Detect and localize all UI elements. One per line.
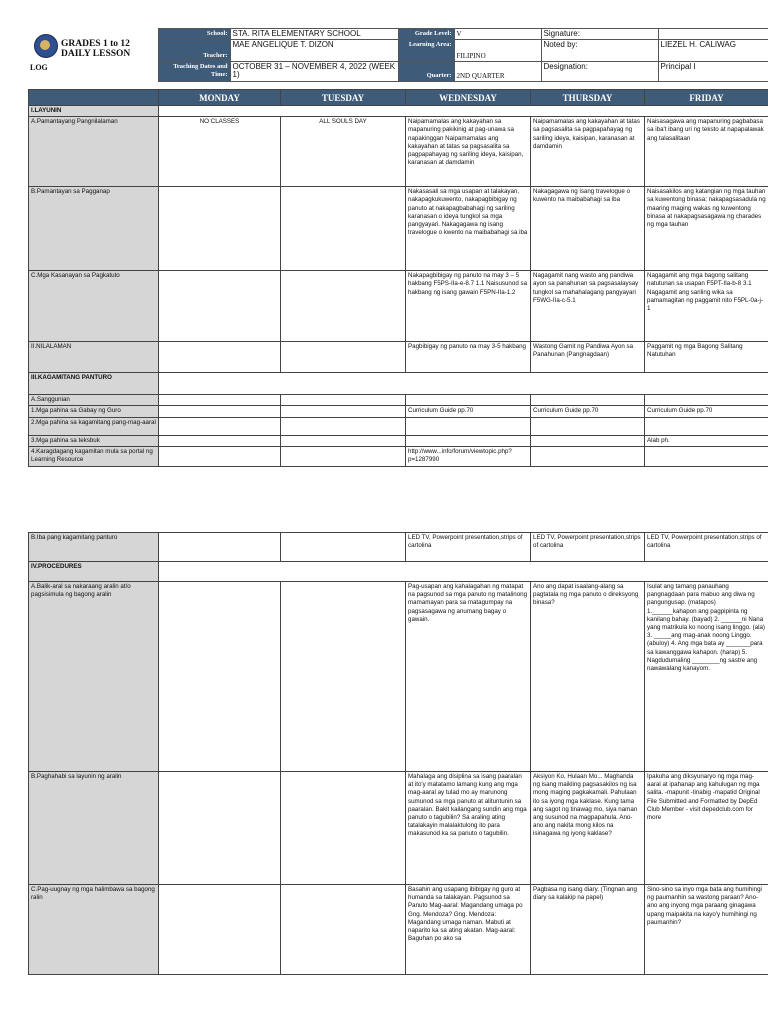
monday-cell (159, 885, 281, 975)
wednesday-cell (406, 417, 531, 435)
friday-cell: Alab ph. (645, 435, 768, 446)
school-value: STA. RITA ELEMENTARY SCHOOL (230, 29, 398, 40)
monday-cell (159, 417, 281, 435)
friday-cell (645, 417, 768, 435)
monday-cell-no-classes: NO CLASSES (159, 117, 281, 187)
monday-cell (159, 533, 281, 562)
school-label: School: (158, 29, 230, 40)
friday-cell: Nagagamit ang mga bagong salitang natutunan sa usapan F5PT-IIa-b-8 3.1 Nagagamit ang sariling wika sa pamamagitan ng paggamit nito F5PL-0a-j-1 (645, 271, 768, 342)
row-label-kagamitang-pang-mag-aaral: 2.Mga pahina sa kagamitang pang-mag-aaral (29, 417, 159, 435)
row-label-balik-aral: A.Balik-aral sa nakaraang aralin at/o pagsisimula ng bagong aralin (29, 582, 159, 772)
tuesday-cell (281, 772, 406, 885)
wednesday-cell: Mahalaga ang disiplina sa isang paaralan at ito'y matatamo lamang kung ang mga mag-aaral ay tulad mo ay marunong sumunod sa mga panuto at alituntunin sa paaralan. Bakit kailangang sundin ang mga panuto o tagubilin? Sa araling ating tatalakayin malalaktulong ito para makasunod ka sa panuto o tagubilin. (406, 772, 531, 885)
thursday-cell: Pagbasa ng isang diary. (Tingnan ang diary sa kalakip na papel) (531, 885, 645, 975)
grade-level-label: Grade Level: (398, 29, 454, 40)
learning-area-label: Learning Area: (398, 40, 454, 62)
teacher-label: Teacher: (158, 40, 230, 62)
row-label-pag-uugnay: C.Pag-uugnay ng mga halimbawa sa bagong ralin (29, 885, 159, 975)
grade-level-value: V (454, 29, 541, 40)
wednesday-cell: Nakasasali sa mga usapan at talakayan, nakapagkukuwento, nakapagbibigay ng panuto at nakapagbabahagi ng sariling karanasan o ideya tungkol sa mga pangyayari. Nakagagawa ng isang travelogue o kwento na maibabahagi sa iba (406, 187, 531, 271)
row-label-pamantayang-pangnilalaman: A.Pamantayang Pangnilalaman (29, 117, 159, 187)
friday-cell: Isulat ang tamang panauhang pangnagdaan para mabuo ang diwa ng pangungusap. (matapos) 1.______kahapon ang pagpipinta ng kanilang bahay. (bayad) 2. ______ni Nana yang matrikula ko noong isang linggo. (ala) 3. _____ang mag-anak noong Linggo. (abuloy) 4. Ang mga bata ay _______para sa kawanggawa kahapon. (harap) 5. Nagdudumaling ________ng sastre ang nawawalang kanayom. (645, 582, 768, 772)
signature-label: Signature: (541, 29, 658, 40)
learning-area-value: FILIPINO (454, 40, 541, 62)
section-procedures: IV.PROCEDURES (29, 562, 159, 582)
tuesday-cell (281, 271, 406, 342)
noted-by-label: Noted by: (541, 40, 658, 62)
friday-cell: Ipakuha ang diksyunaryo ng mga mag-aaral at ipahanap ang kahulugan ng mga salita. -mapunit -tinabig -mapatid Original File Submitted and Formatted by DepEd Club Member - visit depedclub.com for more (645, 772, 768, 885)
wednesday-cell: Nakapagbibigay ng panuto na may 3 – 5 hakbang F5PS-IIa-e-8.7 1.1 Naisusunod sa hakbang ng isang gawain F5PN-IIa-1.2 (406, 271, 531, 342)
section-layunin: I.LAYUNIN (29, 106, 159, 117)
day-header-wednesday: WEDNESDAY (406, 90, 531, 106)
teaching-dates-value: OCTOBER 31 – NOVEMBER 4, 2022 (WEEK 1) (230, 62, 398, 82)
day-header-monday: MONDAY (159, 90, 281, 106)
monday-cell (159, 406, 281, 417)
wednesday-cell (406, 395, 531, 406)
thursday-cell: Nakagagawa ng isang travelogue o kuwento na maibabahagi sa iba (531, 187, 645, 271)
tuesday-cell (281, 533, 406, 562)
designation-value: Principal I (658, 62, 768, 82)
wednesday-cell: Pag-usapan ang kahalagahan ng matapat na pagsunod sa mga panuto ng matalinong mamamayan para sa matagumpay na pagsasagawa ng anumang bagay o gawain. (406, 582, 531, 772)
tuesday-cell (281, 187, 406, 271)
signature-value (658, 29, 768, 40)
row-label-karagdagang-kagamitan: 4.Karagdagang kagamitan mula sa portal ng Learning Resource (29, 446, 159, 466)
day-header-thursday: THURSDAY (531, 90, 645, 106)
monday-cell (159, 187, 281, 271)
section-layunin-blank (159, 106, 768, 117)
monday-cell (159, 435, 281, 446)
thursday-cell: Ano ang dapat isaalang-alang sa pagtatala ng mga panuto o direksyong binasa? (531, 582, 645, 772)
tuesday-cell (281, 395, 406, 406)
section-kagamitang-panturo: III.KAGAMITANG PANTURO (29, 373, 159, 395)
wednesday-cell: Basahin ang usapang ibibigay ng guro at humanda sa talakayan. Pagsunod sa Panuto Mag-aaral: Magandang umaga po Gng. Mendoza? Gng. Mendoza: Magandang umaga naman. Mabuti at naparito ka sa ating akatan. Mag-aaral: Baguhan po ako sa (406, 885, 531, 975)
monday-cell (159, 582, 281, 772)
header-table (28, 28, 768, 82)
tuesday-cell (281, 885, 406, 975)
thursday-cell (531, 417, 645, 435)
friday-cell: LED TV, Powerpoint presentation,strips of cartolina (645, 533, 768, 562)
thursday-cell (531, 395, 645, 406)
wednesday-cell: Naipamamalas ang kakayahan sa mapanuring pakikinig at pag-unawa sa napakinggan Naipamamalas ang kakayahan at tatas sa pagsasalita sa pagpapahayag ng sariling ideya, kaisipan, karanasan at damdamin (406, 117, 531, 187)
row-label-paghahabi: B.Paghahabi sa layunin ng aralin (29, 772, 159, 885)
monday-cell (159, 446, 281, 466)
friday-cell: Curriculum Guide pp.70 (645, 406, 768, 417)
section-procedures-blank (159, 562, 768, 582)
tuesday-cell (281, 406, 406, 417)
friday-cell: Naisasakilos ang katangian ng mga tauhan sa kuwentong binasa; nakapagsasadula ng maaring maging wakas ng kuwentong binasa at nakapagsasagawa ng charades ng mga tauhan (645, 187, 768, 271)
monday-cell (159, 342, 281, 373)
monday-cell (159, 772, 281, 885)
tuesday-cell (281, 435, 406, 446)
wednesday-cell: Pagbibigay ng panuto na may 3-5 hakbang (406, 342, 531, 373)
tuesday-cell (281, 417, 406, 435)
row-label-teksbuk: 3.Mga pahina sa teksbuk (29, 435, 159, 446)
friday-cell: Sino-sino sa inyo mga bata ang humihingi ng paumanhin sa wastong paraan? Ano-ano ang inyong mga paraang ginagawa upang maipakita na kayo'y humihingi ng paumanhin? (645, 885, 768, 975)
quarter-label: Quarter: (398, 62, 454, 82)
logo-title-block (28, 29, 158, 82)
tuesday-cell (281, 582, 406, 772)
monday-cell (159, 271, 281, 342)
thursday-cell: Naipamamalas ang kakayahan at tatas sa pagsasalita sa pagpapahayag ng sariling ideya, kaisipan, karanasan at damdamin (531, 117, 645, 187)
friday-cell (645, 446, 768, 466)
row-label-pamantayan-sa-pagganap: B.Pamantayan sa Pagganap (29, 187, 159, 271)
teacher-value: MAE ANGELIQUE T. DIZON (230, 40, 398, 62)
teaching-dates-label: Teaching Dates and Time: (158, 62, 230, 82)
thursday-cell: Curriculum Guide pp.70 (531, 406, 645, 417)
quarter-value: 2ND QUARTER (454, 62, 541, 82)
friday-cell: Paggamit ng mga Bagong Salitang Natutuhan (645, 342, 768, 373)
monday-cell (159, 395, 281, 406)
deped-seal-icon (34, 34, 58, 58)
thursday-cell: Wastong Gamit ng Pandiwa Ayon sa Panahunan (Pangnagdaan) (531, 342, 645, 373)
wednesday-cell-portal-link: http://www...info/forum/viewtopic.php?p=1287990 (406, 446, 531, 466)
row-label-gabay-ng-guro: 1.Mga pahina sa Gabay ng Guro (29, 406, 159, 417)
designation-label: Designation: (541, 62, 658, 82)
wednesday-cell: LED TV, Powerpoint presentation,strips of cartolina (406, 533, 531, 562)
row-label-sanggunian: A.Sanggunian (29, 395, 159, 406)
thursday-cell: Aksiyon Ko, Hulaan Mo... Maghanda ng isang maikling pagsasakilos ng isa mong maging pagkakamali. Pahulaan ito sa iyong mga kaklase. Kung tama ang sagot ng tinawag mo, siya naman ang susunod na magpapahula. Ano-ano ang nakita mong kilos na isinagawa ng iyong kaklase? (531, 772, 645, 885)
day-header-tuesday: TUESDAY (281, 90, 406, 106)
row-label-mga-kasanayan: C.Mga Kasanayan sa Pagkatuto (29, 271, 159, 342)
thursday-cell (531, 435, 645, 446)
document-title: GRADES 1 to 12 DAILY LESSON (61, 38, 131, 59)
row-label-iba-pang-kagamitan: B.Iba pang kagamitang panturo (29, 533, 159, 562)
friday-cell (645, 395, 768, 406)
thursday-cell: Nagagamit nang wasto ang pandiwa ayon sa panahunan sa pagsasalaysay tungkol sa mahahalagang pangyayari F5WG-IIa-c-5.1 (531, 271, 645, 342)
tuesday-cell-all-souls-day: ALL SOULS DAY (281, 117, 406, 187)
thursday-cell (531, 446, 645, 466)
lesson-grid-page-2 (28, 532, 768, 975)
tuesday-cell (281, 342, 406, 373)
day-header-friday: FRIDAY (645, 90, 768, 106)
friday-cell: Naisasagawa ang mapanuring pagbabasa sa iba't ibang uri ng teksto at napapalawak ang talasalitaan (645, 117, 768, 187)
section-kagamitang-blank (159, 373, 768, 395)
noted-by-value: LIEZEL H. CALIWAG (658, 40, 768, 62)
wednesday-cell (406, 435, 531, 446)
thursday-cell: LED TV, Powerpoint presentation,strips of cartolina (531, 533, 645, 562)
row-label-nilalaman: II.NILALAMAN (29, 342, 159, 373)
day-header-blank (29, 90, 159, 106)
tuesday-cell (281, 446, 406, 466)
wednesday-cell: Curriculum Guide pp.70 (406, 406, 531, 417)
lesson-grid-page-1 (28, 89, 768, 467)
document-title-log: LOG (30, 62, 48, 72)
